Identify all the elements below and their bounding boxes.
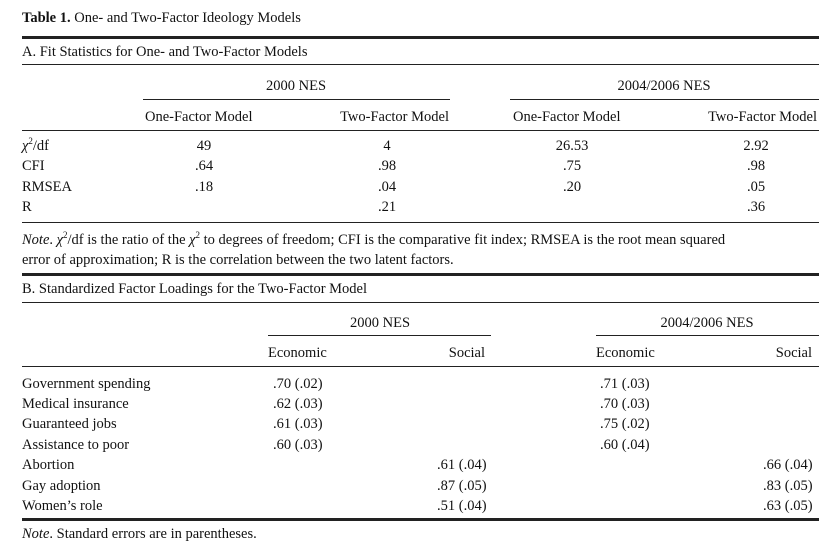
row-label: Assistance to poor xyxy=(22,437,130,453)
section-b-col-2: Social xyxy=(448,345,485,361)
cell-value: 49 xyxy=(196,138,212,154)
cell-value: .61 (.03) xyxy=(273,416,323,432)
row-label: Gay adoption xyxy=(22,478,101,494)
section-a-group-2004: 2004/2006 NES xyxy=(617,78,711,94)
section-b-heading: B. Standardized Factor Loadings for the Two-Factor Model xyxy=(22,281,368,297)
rule-a-header xyxy=(22,130,819,131)
rule-a-group-2000 xyxy=(143,99,450,100)
cell-value: 4 xyxy=(383,138,391,154)
cell-value: .60 (.04) xyxy=(600,437,650,453)
table-title-text: One- and Two-Factor Ideology Models xyxy=(74,10,301,26)
rule-a-heading xyxy=(22,64,819,65)
section-b-group-2000: 2000 NES xyxy=(349,315,411,331)
row-label: Women’s role xyxy=(22,498,103,514)
cell-value: .70 (.03) xyxy=(600,396,650,412)
cell-value: .75 (.02) xyxy=(600,416,650,432)
cell-value: .05 xyxy=(746,179,766,195)
cell-value: .61 (.04) xyxy=(437,457,487,473)
cell-value: .87 (.05) xyxy=(437,478,487,494)
row-label-chi-df: $\chi^2/df$ xyxy=(22,136,49,154)
rule-a-body xyxy=(22,222,819,223)
cell-value: .60 (.03) xyxy=(273,437,323,453)
rule-bottom xyxy=(22,518,819,521)
row-label: CFI xyxy=(22,158,45,174)
cell-value: .63 (.05) xyxy=(763,498,813,514)
cell-value: .70 (.02) xyxy=(273,376,323,392)
table-label: Table 1. xyxy=(22,10,71,26)
cell-value: .21 xyxy=(377,199,397,215)
section-b-note: Note. Standard errors are in parentheses. xyxy=(22,526,257,542)
cell-value: .04 xyxy=(377,179,397,195)
section-a-heading: A. Fit Statistics for One- and Two-Factor Models xyxy=(22,44,308,60)
section-a-note-line-1: Note. $\chi^2/df$ is the ratio of the $\chi^2$ to degrees of freedom; CFI is the comparative fit index; RMSEA is the root mean squared xyxy=(22,230,726,248)
row-label: Guaranteed jobs xyxy=(22,416,117,432)
section-a-col-3: One-Factor Model xyxy=(513,109,621,125)
cell-value: .75 xyxy=(562,158,582,174)
section-b-group-2004: 2004/2006 NES xyxy=(660,315,754,331)
section-a-col-2: Two-Factor Model xyxy=(340,109,449,125)
section-b-col-4: Social xyxy=(775,345,812,361)
cell-value: .64 xyxy=(194,158,214,174)
row-label: Abortion xyxy=(22,457,75,473)
rule-section-b xyxy=(22,273,819,276)
row-label: Government spending xyxy=(22,376,151,392)
row-label: RMSEA xyxy=(22,179,72,195)
rule-a-group-2004 xyxy=(510,99,819,100)
row-label: R xyxy=(22,199,32,215)
section-a-col-1: One-Factor Model xyxy=(145,109,253,125)
rule-b-group-2000 xyxy=(268,335,491,336)
table-title xyxy=(22,9,301,27)
rule-b-group-2004 xyxy=(596,335,819,336)
cell-value: .51 (.04) xyxy=(437,498,487,514)
cell-value: 26.53 xyxy=(555,138,589,154)
cell-value: .62 (.03) xyxy=(273,396,323,412)
cell-value: 2.92 xyxy=(743,138,769,154)
cell-value: .66 (.04) xyxy=(763,457,813,473)
section-a-col-4: Two-Factor Model xyxy=(708,109,817,125)
cell-value: .71 (.03) xyxy=(600,376,650,392)
cell-value: .36 xyxy=(746,199,766,215)
row-label: Medical insurance xyxy=(22,396,129,412)
rule-top xyxy=(22,36,819,39)
rule-b-header xyxy=(22,366,819,367)
cell-value: .98 xyxy=(746,158,766,174)
section-b-col-1: Economic xyxy=(268,345,327,361)
cell-value: .20 xyxy=(562,179,582,195)
rule-b-heading xyxy=(22,302,819,303)
section-a-note-line-2: error of approximation; R is the correlation between the two latent factors. xyxy=(22,252,454,268)
cell-value: .98 xyxy=(377,158,397,174)
section-b-col-3: Economic xyxy=(596,345,655,361)
cell-value: .18 xyxy=(194,179,214,195)
section-a-group-2000: 2000 NES xyxy=(265,78,327,94)
cell-value: .83 (.05) xyxy=(763,478,813,494)
